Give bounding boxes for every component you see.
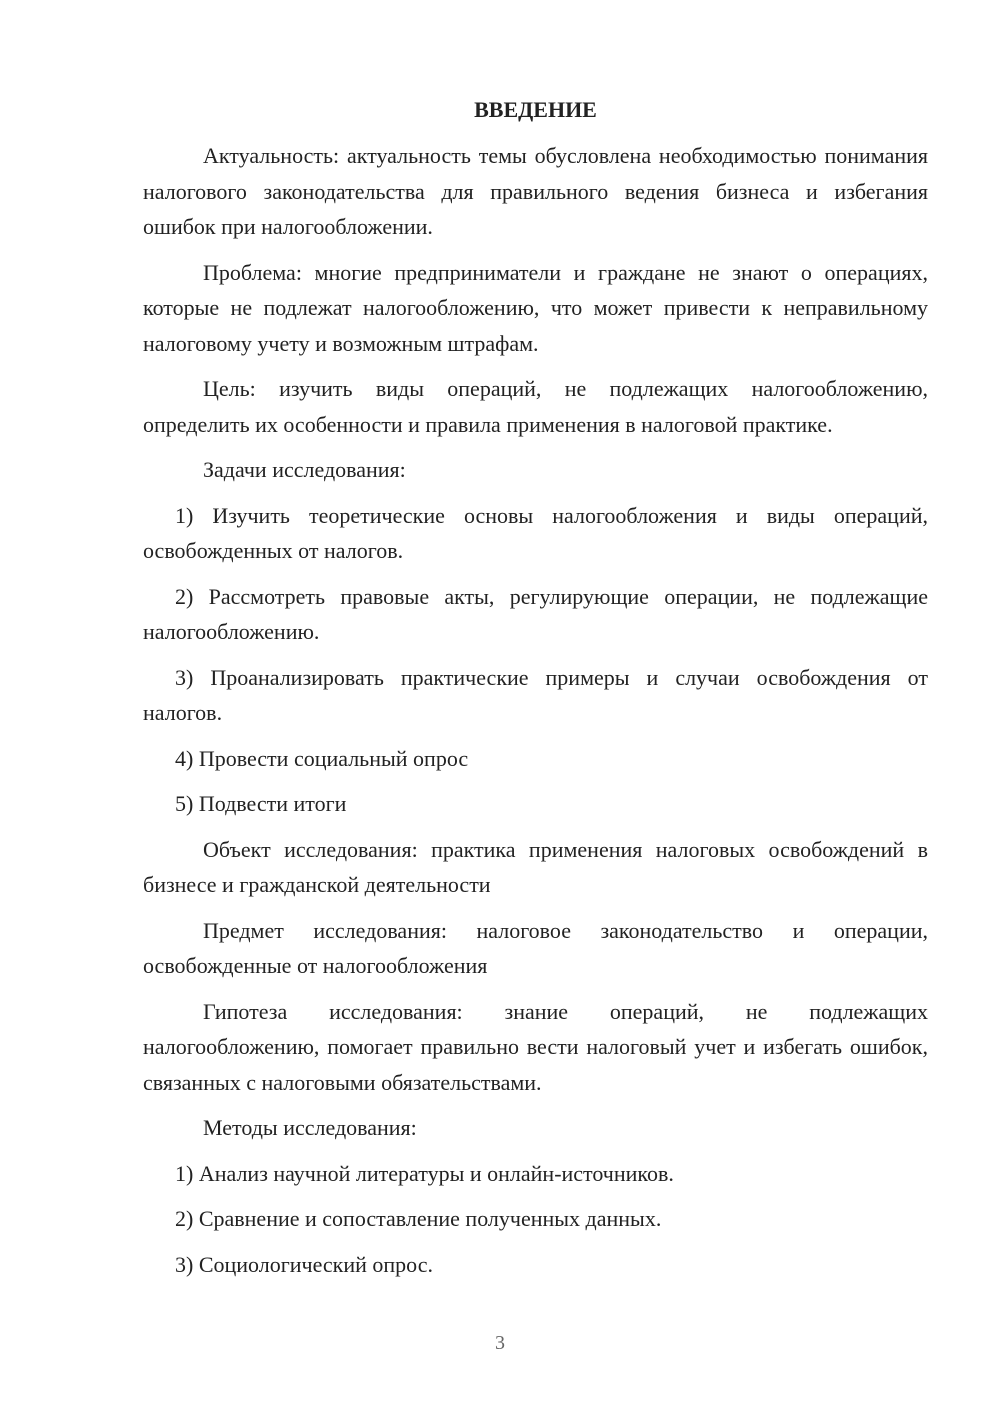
section-title: ВВЕДЕНИЕ — [474, 97, 597, 122]
page-content — [143, 92, 928, 1292]
task-item: 3) Проанализировать практические примеры и случаи освобождения от налогов. — [143, 664, 928, 725]
method-item: 3) Социологический опрос. — [175, 1251, 433, 1277]
paragraph-hypothesis: Гипотеза исследования: знание операций, не подлежащих налогообложению, помогает правильно вести налоговый учет и избегать ошибок, связанных с налоговыми обязательствами. — [143, 998, 928, 1095]
task-item: 5) Подвести итоги — [175, 791, 347, 816]
method-item: 2) Сравнение и сопоставление полученных данных. — [175, 1206, 662, 1231]
paragraph-problem: Проблема: многие предприниматели и граждане не знают о операциях, которые не подлежат налогообложению, что может привести к неправильному налоговому учету и возможным штрафам. — [143, 259, 928, 356]
paragraph-relevance: Актуальность: актуальность темы обусловлена необходимостью понимания налогового законодательства для правильного ведения бизнеса и избегания ошибок при налогообложении. — [143, 143, 928, 239]
tasks-heading: Задачи исследования: — [203, 457, 406, 482]
task-item: 2) Рассмотреть правовые акты, регулирующие операции, не подлежащие налогообложению. — [143, 583, 928, 644]
task-item: 1) Изучить теоретические основы налогообложения и виды операций, освобожденных от налогов. — [143, 502, 928, 563]
page-number: 3 — [495, 1332, 505, 1354]
paragraph-subject: Предмет исследования: налоговое законодательство и операции, освобожденные от налогообложения — [143, 917, 928, 978]
methods-heading: Методы исследования: — [203, 1115, 417, 1140]
method-item: 1) Анализ научной литературы и онлайн-источников. — [175, 1160, 674, 1186]
task-item: 4) Провести социальный опрос — [175, 745, 469, 771]
paragraph-goal: Цель: изучить виды операций, не подлежащих налогообложению, определить их особенности и правила применения в налоговой практике. — [143, 376, 928, 437]
paragraph-object: Объект исследования: практика применения налоговых освобождений в бизнесе и гражданской деятельности — [143, 836, 928, 897]
